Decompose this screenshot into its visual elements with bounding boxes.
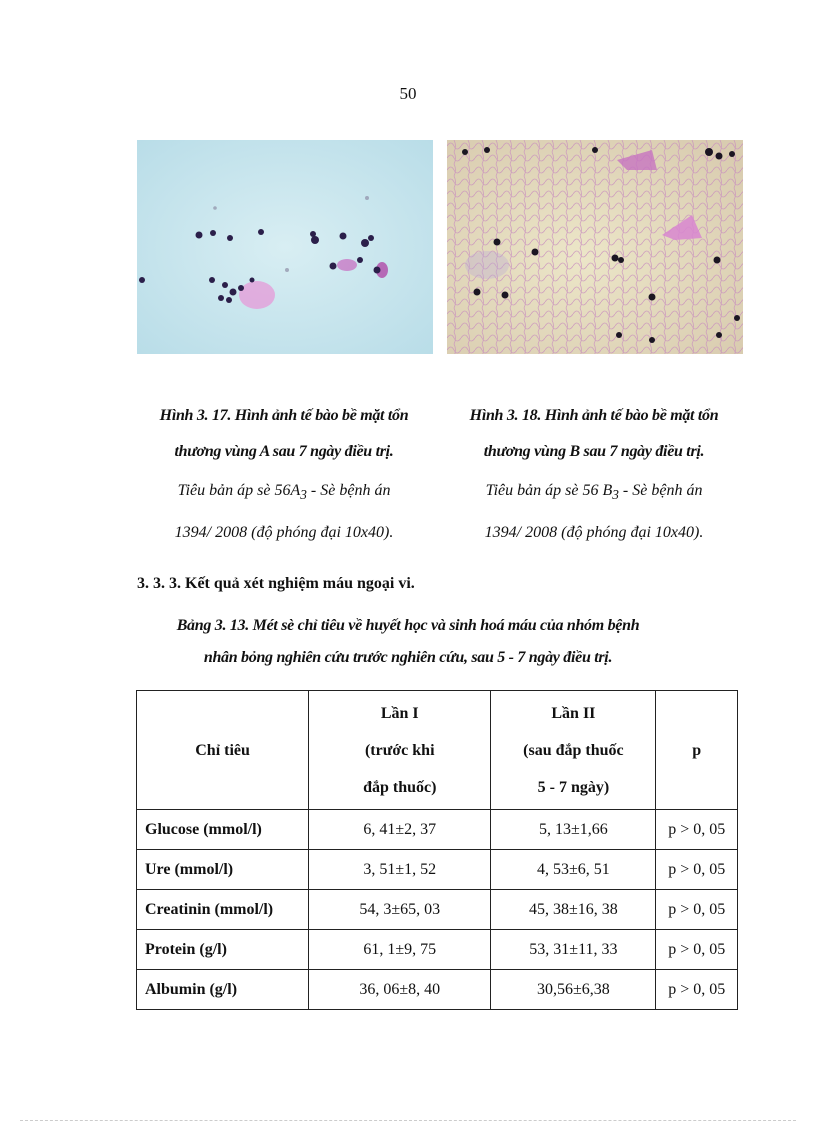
section-heading: 3. 3. 3. Kết quả xét nghiệm máu ngoại vi. [137,575,415,592]
row-lan-2-value: 30,56±6,38 [491,970,656,1010]
row-lan-1-value: 36, 06±8, 40 [309,970,491,1010]
table-header-row [137,691,738,810]
row-label: Albumin (g/l) [137,970,309,1010]
header-lan-2-line-2: (sau đắp thuốc [523,741,624,759]
row-p-value: p > 0, 05 [656,930,738,970]
header-lan-1-line-1: Lần I [380,704,419,722]
table-title-line-1: Bảng 3. 13. Mét sè chỉ tiêu về huyết học và sinh hoá máu của nhóm bệnh [176,617,640,634]
figure-b-title-line-2: thương vùng B sau 7 ngày điều trị. [483,443,705,460]
row-lan-2-value: 45, 38±16, 38 [491,890,656,930]
table-row [137,850,738,890]
header-lan-1 [309,691,491,810]
header-lan-2-line-1: Lần II [551,704,596,722]
table-row [137,810,738,850]
figure-a-caption [124,398,444,552]
figure-a-title-line-2: thương vùng A sau 7 ngày điều trị. [174,443,394,460]
header-lan-1-line-3: đắp thuốc) [363,778,437,796]
figure-a-title-line-1: Hình 3. 17. Hình ảnh tế bào bề mặt tổn [159,407,409,424]
header-chi-tieu: Chỉ tiêu [137,691,309,810]
row-p-value: p > 0, 05 [656,810,738,850]
header-lan-1-line-2: (trước khi [364,741,435,759]
figure-a-note [124,472,444,552]
row-lan-2-value: 4, 53±6, 51 [491,850,656,890]
row-p-value: p > 0, 05 [656,970,738,1010]
row-lan-1-value: 6, 41±2, 37 [309,810,491,850]
figure-a-note-tail: - Sè bệnh án [306,482,391,499]
row-label: Creatinin (mmol/l) [137,890,309,930]
header-lan-2 [491,691,656,810]
row-lan-1-value: 3, 51±1, 52 [309,850,491,890]
row-label: Glucose (mmol/l) [137,810,309,850]
table-row [137,890,738,930]
micrograph-b-image [447,140,743,354]
figure-b-note-subscript: 3 [612,487,619,503]
row-lan-1-value: 61, 1±9, 75 [309,930,491,970]
table-row [137,970,738,1010]
figure-a-note-line-2: 1394/ 2008 (độ phóng đại 10x40). [174,524,394,542]
micrograph-a-image [137,140,433,354]
figure-b-note-line-1: Tiêu bản áp sè 56 B [485,482,613,499]
row-lan-2-value: 53, 31±11, 33 [491,930,656,970]
figure-b-note-tail: - Sè bệnh án [618,482,703,499]
row-label: Protein (g/l) [137,930,309,970]
row-p-value: p > 0, 05 [656,890,738,930]
page-number: 50 [399,84,417,103]
results-table [136,690,738,1010]
header-lan-2-line-3: 5 - 7 ngày) [537,778,610,796]
table-row [137,930,738,970]
row-lan-2-value: 5, 13±1,66 [491,810,656,850]
header-p: p [656,691,738,810]
row-label: Ure (mmol/l) [137,850,309,890]
figure-b-caption [434,398,754,552]
table-title-line-2: nhân bỏng nghiên cứu trước nghiên cứu, sau 5 - 7 ngày điều trị. [203,649,613,666]
figure-b-note [434,472,754,552]
page-bottom-divider [20,1120,796,1121]
row-p-value: p > 0, 05 [656,850,738,890]
figure-b-note-line-2: 1394/ 2008 (độ phóng đại 10x40). [484,524,704,542]
figure-a-note-subscript: 3 [300,487,307,503]
row-lan-1-value: 54, 3±65, 03 [309,890,491,930]
table-title [100,610,716,674]
figure-a-note-line-1: Tiêu bản áp sè 56A [177,482,301,499]
figure-b-title-line-1: Hình 3. 18. Hình ảnh tế bào bề mặt tổn [469,407,719,424]
